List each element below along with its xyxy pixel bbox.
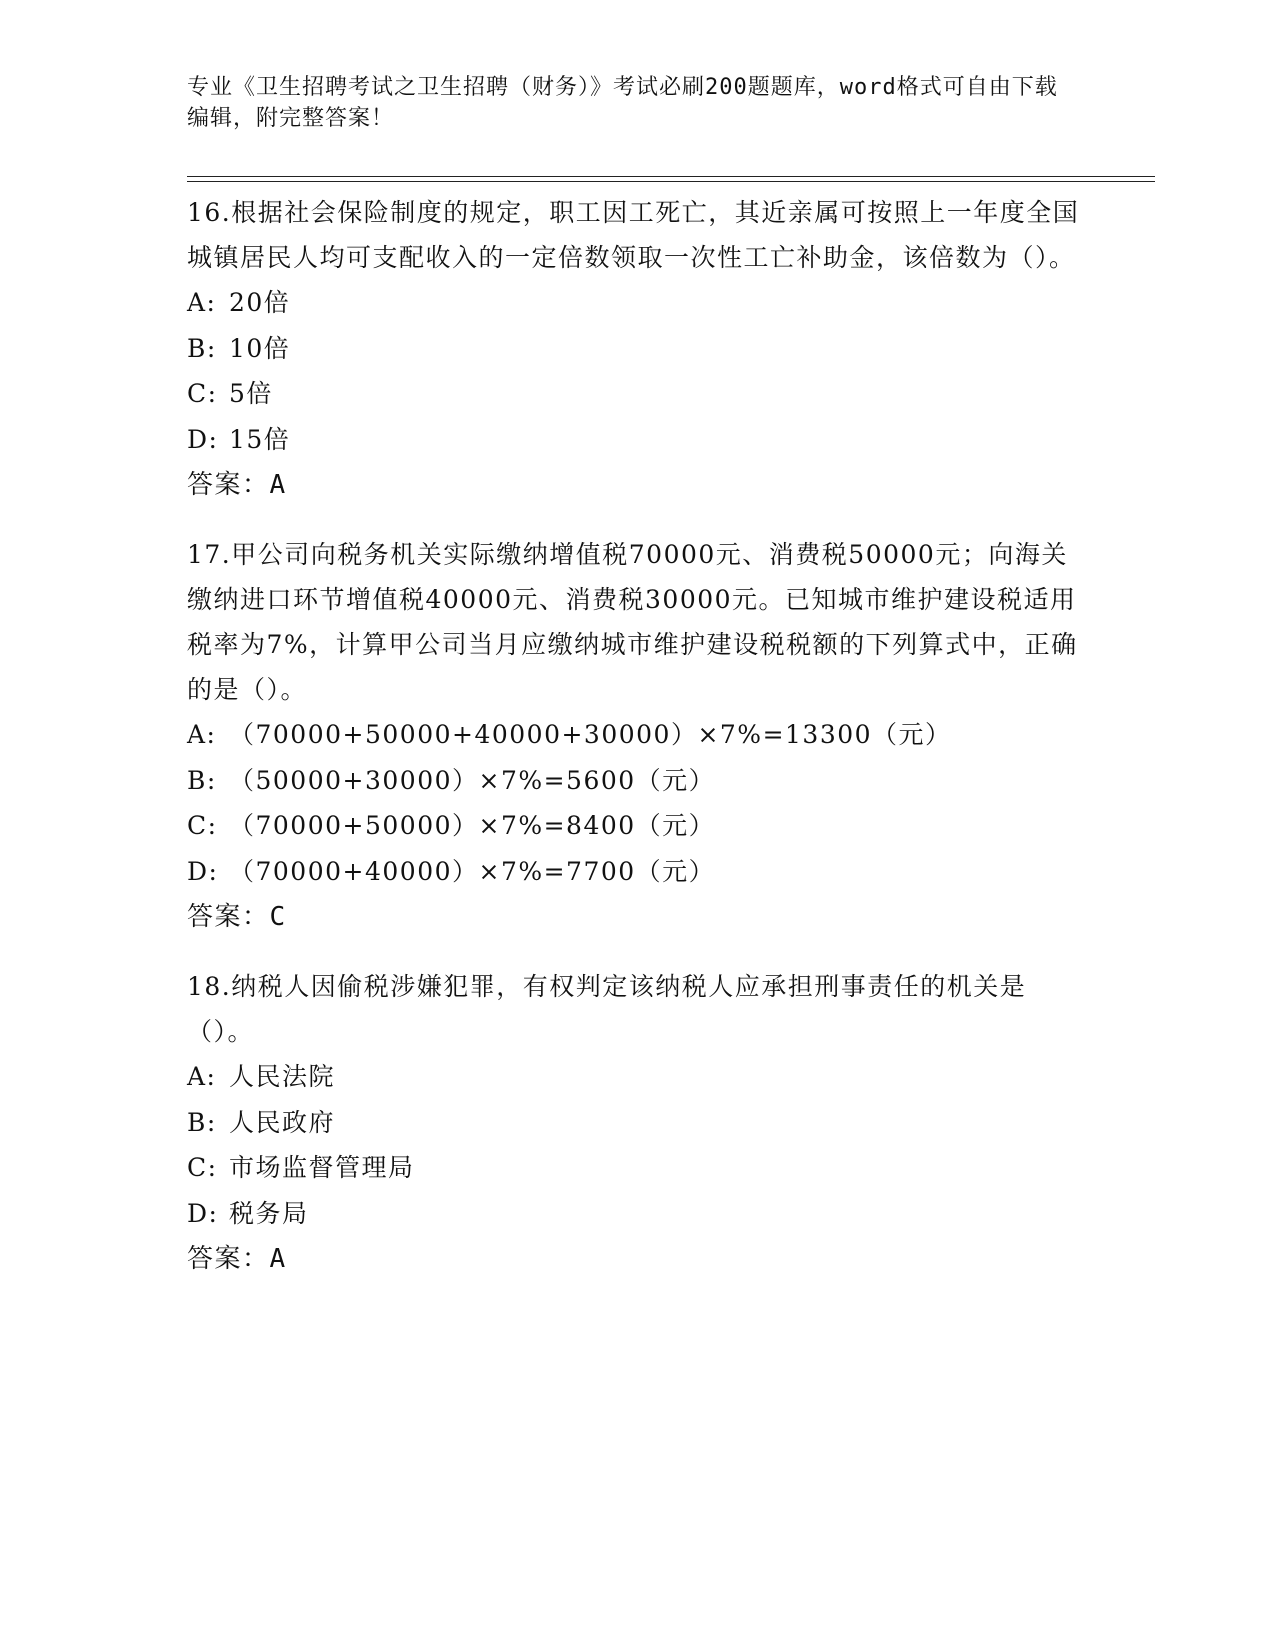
option-text: （70000+50000+40000+30000）×7%=13300（元）: [229, 720, 952, 749]
option-d: [187, 1191, 1087, 1237]
question-stem: 16.根据社会保险制度的规定，职工因工死亡，其近亲属可按照上一年度全国城镇居民人均可支配收入的一定倍数领取一次性工亡补助金，该倍数为（）。: [187, 198, 1080, 272]
option-text: 20倍: [229, 288, 291, 317]
answer-line: 答案：C: [187, 902, 287, 932]
option-letter: D:: [187, 856, 219, 886]
document-header: 专业《卫生招聘考试之卫生招聘（财务）》考试必刷200题题库，word格式可自由下载编辑，附完整答案！: [187, 75, 1058, 131]
option-letter: C:: [187, 379, 218, 408]
option-b: [187, 326, 1087, 372]
option-text: 市场监督管理局: [229, 1153, 415, 1182]
option-b: [187, 1100, 1087, 1146]
option-letter: C:: [187, 1153, 218, 1182]
option-letter: D:: [187, 1198, 219, 1228]
option-a: [187, 280, 1087, 326]
option-d: [187, 849, 1087, 895]
option-letter: B:: [187, 333, 217, 363]
option-text: （70000+50000）×7%=8400（元）: [229, 811, 716, 840]
option-b: [187, 758, 1087, 804]
option-d: [187, 417, 1087, 463]
option-letter: A:: [187, 1062, 217, 1091]
header-divider-bottom: [187, 181, 1155, 182]
option-text: 税务局: [229, 1198, 309, 1228]
option-letter: C:: [187, 811, 218, 840]
question-stem: 17.甲公司向税务机关实际缴纳增值税70000元、消费税50000元；向海关缴纳进口环节增值税40000元、消费税30000元。已知城市维护建设税适用税率为7%，计算甲公司当月应缴纳城市维护建设税税额的下列算式中，正确的是（）。: [187, 540, 1078, 704]
option-c: [187, 1145, 1087, 1191]
option-text: （70000+40000）×7%=7700（元）: [229, 856, 716, 886]
option-letter: B:: [187, 765, 217, 795]
option-letter: A:: [187, 720, 217, 749]
header-divider-top: [187, 176, 1155, 177]
answer-line: 答案：A: [187, 470, 287, 500]
option-text: （50000+30000）×7%=5600（元）: [229, 765, 716, 795]
answer-line: 答案：A: [187, 1244, 287, 1274]
option-letter: B:: [187, 1107, 217, 1137]
option-letter: A:: [187, 288, 217, 317]
question-17: [187, 532, 1087, 940]
option-text: 5倍: [229, 379, 273, 408]
option-letter: D:: [187, 424, 219, 454]
question-18: [187, 964, 1087, 1282]
question-16: [187, 190, 1087, 508]
option-a: [187, 1054, 1087, 1100]
option-text: 10倍: [229, 333, 291, 363]
option-c: [187, 803, 1087, 849]
option-text: 人民政府: [229, 1107, 336, 1137]
option-text: 15倍: [229, 424, 291, 454]
option-a: [187, 712, 1087, 758]
option-text: 人民法院: [229, 1062, 336, 1091]
question-list: [187, 190, 1087, 1306]
question-stem: 18.纳税人因偷税涉嫌犯罪，有权判定该纳税人应承担刑事责任的机关是（）。: [187, 972, 1027, 1046]
option-c: [187, 371, 1087, 417]
